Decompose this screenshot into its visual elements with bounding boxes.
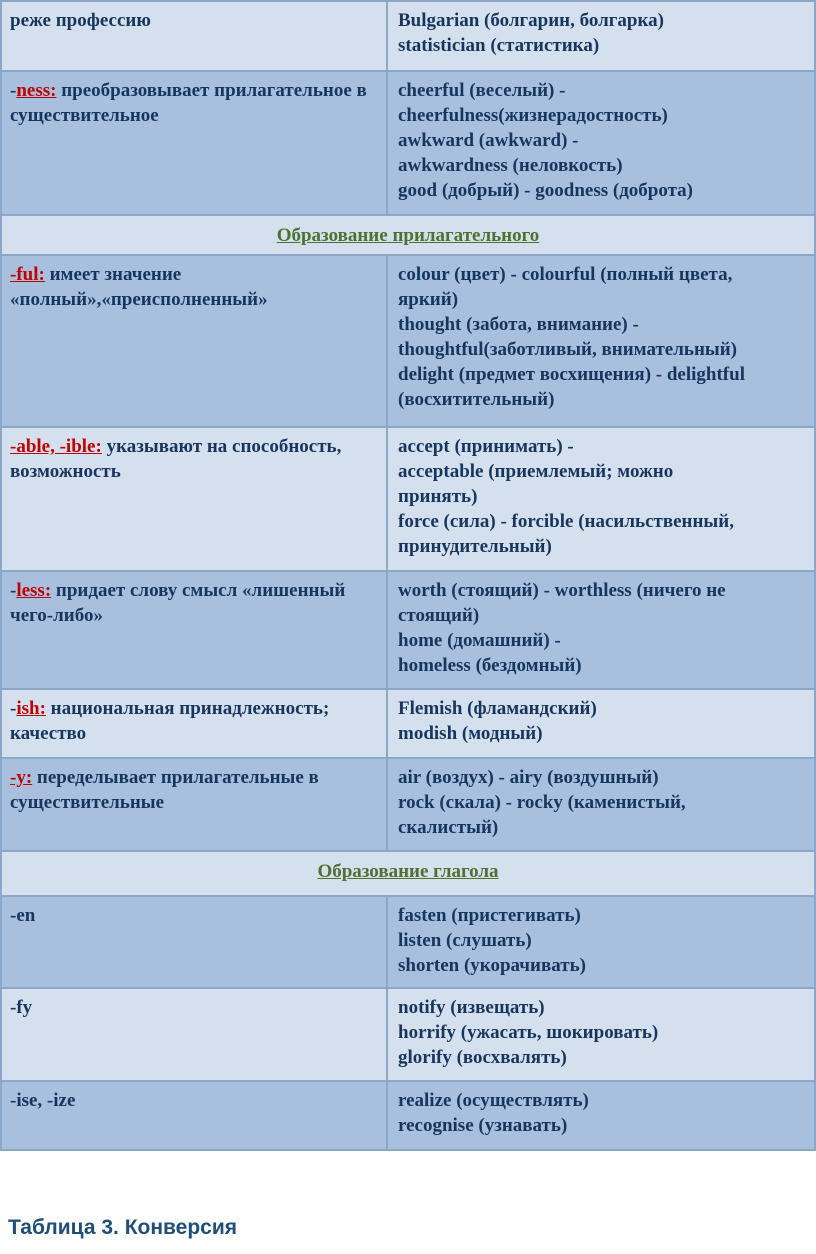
example-line: statistician (статистика) [398,35,600,56]
examples-cell [388,690,814,757]
suffix-pre: - [10,80,17,101]
example-line: fasten (пристегивать) [398,905,581,926]
example-line: принудительный) [398,536,552,557]
table-row [2,757,814,850]
table-row [2,895,814,987]
example-line: recognise (узнавать) [398,1115,568,1136]
suffix-cell [2,1082,388,1149]
examples-cell [388,256,814,426]
suffix-red: ish: [16,698,46,719]
examples-cell [388,72,814,214]
example-line: accept (принимать) - [398,436,574,457]
example-line: worth (стоящий) - worthless (ничего не [398,580,726,601]
example-line: shorten (укорачивать) [398,955,586,976]
examples-cell [388,897,814,987]
table-row [2,70,814,214]
example-line: force (сила) - forcible (насильственный, [398,511,734,532]
example-line: thoughtful(заботливый, внимательный) [398,339,738,360]
example-line: delight (предмет восхищения) - delightful [398,364,745,385]
suffix-description: реже профессию [10,10,151,31]
example-line: cheerfulness(жизнерадостность) [398,105,668,126]
example-line: Bulgarian (болгарин, болгарка) [398,10,664,31]
suffix-red: ness: [16,80,57,101]
example-line: home (домашний) - [398,630,561,651]
suffix-cell [2,759,388,850]
example-line: listen (слушать) [398,930,532,951]
suffix-pre: -ise, -ize [10,1090,76,1111]
section-header-adjective-formation [2,214,814,254]
example-line: (восхитительный) [398,389,555,410]
table-row [2,2,814,70]
suffix-cell [2,428,388,570]
example-line: awkwardness (неловкость) [398,155,623,176]
table-row [2,426,814,570]
example-line: стоящий) [398,605,480,626]
example-line: air (воздух) - airy (воздушный) [398,767,659,788]
example-line: cheerful (веселый) - [398,80,566,101]
suffix-description: преобразовывает прилагательное в существительное [10,80,367,126]
table-row [2,1080,814,1149]
section-title: Образование глагола [317,861,499,882]
example-line: homeless (бездомный) [398,655,582,676]
example-line: awkward (awkward) - [398,130,579,151]
example-line: notify (извещать) [398,997,545,1018]
suffix-cell [2,72,388,214]
suffix-red: -able, -ible: [10,436,102,457]
table-row [2,570,814,688]
suffix-description: национальная принадлежность; качество [10,698,330,744]
table-row [2,987,814,1080]
suffix-red: less: [16,580,52,601]
examples-cell [388,428,814,570]
suffix-cell [2,256,388,426]
examples-cell [388,2,814,70]
example-line: принять) [398,486,478,507]
example-line: good (добрый) - goodness (доброта) [398,180,694,201]
suffix-pre: -fy [10,997,33,1018]
table-row [2,688,814,757]
example-line: acceptable (приемлемый; можно [398,461,674,482]
example-line: thought (забота, внимание) - [398,314,639,335]
suffix-cell [2,2,388,70]
examples-cell [388,572,814,688]
section-title: Образование прилагательного [276,225,540,246]
suffix-cell [2,690,388,757]
suffix-red: -y: [10,767,33,788]
suffix-pre: - [10,580,17,601]
suffix-description: переделывает прилагательные в существительные [10,767,319,813]
suffix-cell [2,989,388,1080]
table-row [2,254,814,426]
example-line: яркий) [398,289,459,310]
example-line: Flemish (фламандский) [398,698,597,719]
example-line: modish (модный) [398,723,543,744]
examples-cell [388,989,814,1080]
section-header-verb-formation [2,850,814,895]
example-line: rock (скала) - rocky (каменистый, [398,792,686,813]
example-line: glorify (восхвалять) [398,1047,567,1068]
suffix-description: придает слову смысл «лишенный чего-либо» [10,580,346,626]
example-line: realize (осуществлять) [398,1090,589,1111]
suffix-description: имеет значение «полный»,«преисполненный» [10,264,268,310]
suffix-description: указывают на способность, возможность [10,436,342,482]
examples-cell [388,1082,814,1149]
example-line: colour (цвет) - colourful (полный цвета, [398,264,733,285]
examples-cell [388,759,814,850]
suffix-cell [2,897,388,987]
example-line: horrify (ужасать, шокировать) [398,1022,659,1043]
table-caption: Таблица 3. Конверсия [8,1216,238,1239]
suffix-pre: - [10,698,17,719]
example-line: скалистый) [398,817,499,838]
suffix-pre: -en [10,905,36,926]
suffix-cell [2,572,388,688]
suffix-red: -ful: [10,264,45,285]
